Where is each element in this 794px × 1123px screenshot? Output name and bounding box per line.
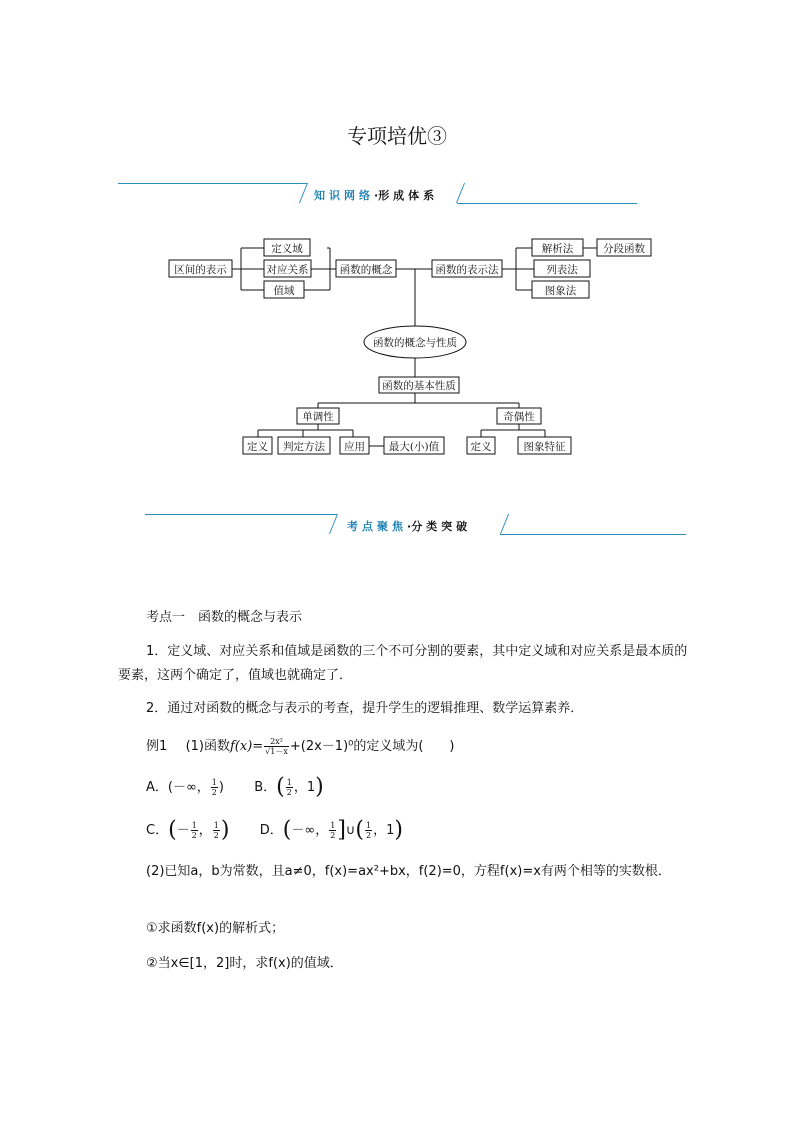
- options-row-1: [146, 776, 324, 800]
- node-function-concept: 函数的概念: [339, 264, 393, 276]
- node-application: 应用: [344, 441, 365, 453]
- function-expression: f(x)=: [229, 739, 264, 754]
- node-range: 值域: [273, 285, 295, 297]
- section-banner-knowledge: [314, 187, 438, 203]
- option-c: C．(－ $\frac{1}{2}$ ， $\frac{1}{2}$ ): [146, 817, 230, 843]
- node-parity: 奇偶性: [503, 411, 535, 423]
- node-center-concept: 函数的概念与性质: [373, 337, 457, 349]
- option-a: [146, 780, 224, 795]
- node-table: 列表法: [546, 264, 578, 276]
- banner-sub-text: 分类突破: [411, 520, 472, 533]
- question-2: [118, 860, 688, 884]
- fraction-numerator: 1: [286, 778, 292, 787]
- option-d: D．(－∞， $\frac{1}{2}$ ]∪( $\frac{1}{2}$ ，1): [259, 817, 403, 843]
- paragraph-1-text: 1．定义域、对应关系和值域是函数的三个不可分割的要素，其中定义域和对应关系是最本质的要素，这两个确定了，值域也就确定了．: [118, 644, 688, 683]
- page-title: 专项培优③: [347, 124, 447, 148]
- banner-line: [145, 514, 338, 515]
- example-q1-tail: +(2x－1)⁰的定义域为( ): [289, 739, 455, 754]
- fraction-numerator: 1: [213, 821, 219, 830]
- example-1-question: [146, 735, 455, 759]
- option-c-minus: －: [176, 823, 190, 838]
- fraction: [211, 778, 218, 797]
- options-row-2: [146, 819, 403, 843]
- paragraph-2: 2．通过对函数的概念与表示的考查，提升学生的逻辑推理、数学运算素养．: [146, 701, 584, 716]
- banner-sub-text: 形成体系: [378, 189, 439, 202]
- banner-main-text: 知识网络: [314, 189, 374, 202]
- question-2-part-1: ①求函数f(x)的解析式；: [146, 921, 285, 936]
- fraction-denominator: √1－x: [265, 747, 288, 756]
- option-a-end: ): [218, 780, 224, 795]
- question-2-text: (2)已知a，b为常数，且a≠0，f(x)=ax²+bx，f(2)=0，方程f(x)=x有两个相等的实数根．: [146, 864, 671, 879]
- option-d-label: D．: [259, 823, 283, 838]
- node-monotonicity: 单调性: [302, 411, 334, 423]
- fraction-numerator: 1: [330, 821, 336, 830]
- fraction: [213, 821, 220, 840]
- example-q1-intro: (1)函数: [185, 739, 230, 754]
- section-heading: 考点一 函数的概念与表示: [146, 610, 303, 625]
- question-2-part-2: ②当x∈[1，2]时，求f(x)的值域．: [146, 956, 343, 971]
- fraction-numerator: 1: [366, 821, 372, 830]
- fraction-denominator: 2: [330, 831, 336, 840]
- node-domain: 定义域: [271, 243, 303, 255]
- option-b-label: B．: [254, 780, 277, 795]
- fraction-denominator: 2: [211, 788, 217, 797]
- option-b-end: ，1: [293, 780, 316, 795]
- option-c-label: C．: [146, 823, 169, 838]
- fraction-denominator: 2: [191, 831, 197, 840]
- option-a-label: A．(－∞，: [146, 780, 210, 795]
- banner-main-text: 考点聚焦: [347, 520, 407, 533]
- option-d-end: ，1: [373, 823, 395, 838]
- banner-line: [500, 534, 686, 535]
- fraction-numerator: 2x²: [264, 737, 289, 747]
- banner-dot: ·: [407, 520, 412, 533]
- fraction: [286, 778, 293, 797]
- banner-line: [118, 183, 308, 184]
- node-judging-method: 判定方法: [283, 441, 325, 453]
- option-b: B．( $\frac{1}{2}$ ，1): [254, 774, 324, 800]
- node-max-min: 最大(小)值: [388, 441, 440, 453]
- paragraph-1: [118, 640, 688, 688]
- node-correspondence: 对应关系: [266, 264, 309, 276]
- fraction: [365, 821, 372, 840]
- node-representation: 函数的表示法: [435, 264, 499, 276]
- option-d-start: －∞，: [291, 823, 329, 838]
- option-c-comma: ，: [198, 823, 212, 838]
- node-interval-notation: 区间的表示: [174, 264, 227, 276]
- node-analytic: 解析法: [541, 243, 574, 255]
- node-piecewise: 分段函数: [603, 243, 645, 255]
- section-banner-focus: [347, 518, 471, 534]
- fraction-numerator: 1: [211, 778, 217, 787]
- fraction-numerator: 1: [191, 821, 197, 830]
- example-label: 例1: [146, 739, 168, 754]
- node-graph-features: 图象特征: [523, 441, 566, 453]
- fraction: [191, 821, 198, 840]
- node-parity-definition: 定义: [470, 441, 492, 453]
- fraction: [264, 737, 289, 756]
- concept-map: [0, 230, 794, 465]
- banner-line: [457, 203, 637, 204]
- fraction-denominator: 2: [286, 788, 292, 797]
- fraction: [329, 821, 336, 840]
- union-symbol: ∪: [345, 823, 356, 838]
- node-mono-definition: 定义: [247, 441, 268, 453]
- node-basic-properties: 函数的基本性质: [382, 380, 456, 392]
- fraction-denominator: 2: [366, 831, 372, 840]
- banner-dot: ·: [374, 189, 379, 202]
- node-graph: 图象法: [544, 285, 577, 297]
- fraction-denominator: 2: [213, 831, 219, 840]
